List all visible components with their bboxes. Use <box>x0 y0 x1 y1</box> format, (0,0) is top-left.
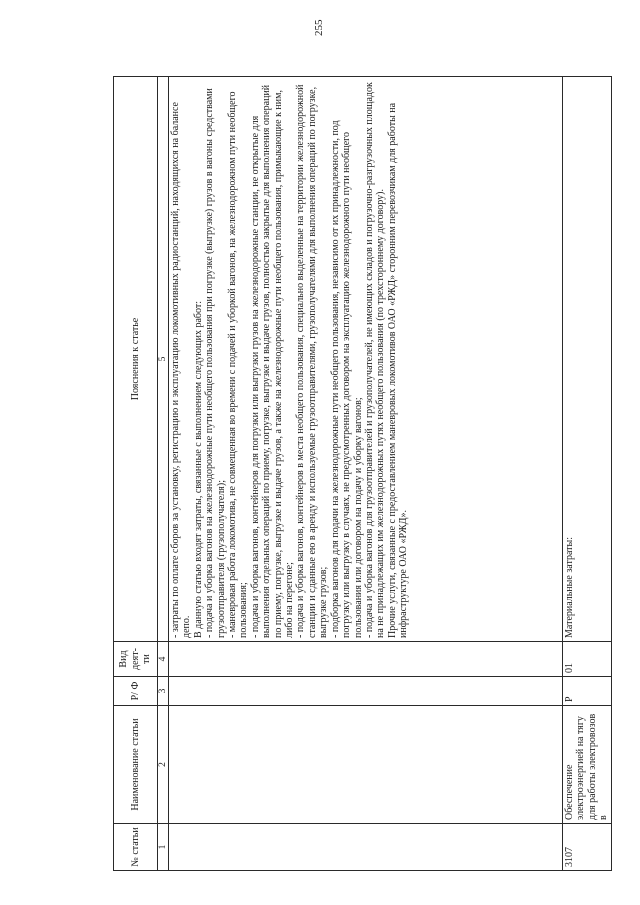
header-item-number: № статьи <box>114 824 158 871</box>
header-activity: Вид деят-ти <box>114 642 158 677</box>
column-number: 2 <box>158 706 169 824</box>
item-rf: Р <box>563 677 612 706</box>
explanation-line: - маневровая работа локомотива, не совмещенная во времени с подачей и уборкой вагонов, на железнодорожном пути необщего пользования; <box>227 91 250 638</box>
cost-items-table <box>113 76 612 871</box>
explanation-line: - подборка вагонов для подачи на железнодорожные пути необщего пользования, независимо от их принадлежности, под погрузку или выгрузку в случаях, не предусмотренных договором на эксплуатацию железнодорожного пути необщего пользования или договором на подачу и уборку вагонов; <box>329 120 364 638</box>
explanation-line: - подача и уборка вагонов, контейнеров для погрузки или выгрузки грузов на железнодорожные станции, не открытые для выполнения отдельных операций по приему, погрузке, выгрузке и выдаче грузов, полностью закрытые для выполнения операций по приему, погрузке, выгрузке и выдаче грузов, а также на железнодорожные пути необщего пользования, примыкающие к ним, либо на перегоне; <box>249 84 296 638</box>
explanation-line: Прочие услуги, связанные с предоставлением маневровых локомотивов ОАО «РЖД» сторонним перевозчикам для работы на инфраструктуре ОАО «РЖД». <box>386 102 410 638</box>
header-explanation: Пояснения к статье <box>114 77 158 642</box>
cell-empty <box>169 677 563 706</box>
explanation-line: - подача и уборка вагонов на железнодорожные пути необщего пользования при погрузке (выгрузке) грузов в вагоны средствами грузоотправителя (грузополучателя); <box>204 88 227 638</box>
explanation-line: - подача и уборка вагонов для грузоотправителей и грузополучателей, не имеющих складов и погрузочно-разгрузочных площадок на не принадлежащих им железнодорожных путях необщего пользования (по трехстороннему договору). <box>363 82 387 638</box>
explanation-line: - затраты по оплате сборов за установку, регистрацию и эксплуатацию локомотивных радиостанций, находящихся на балансе депо. <box>170 102 193 638</box>
explanation-cell <box>169 77 563 642</box>
explanation-line: В данную статью входят затраты, связанные с выполнением следующих работ: <box>192 301 204 638</box>
header-row <box>114 77 158 871</box>
column-number: 3 <box>158 677 169 706</box>
column-number: 1 <box>158 824 169 871</box>
item-number: 3107 <box>563 824 612 871</box>
item-activity: 01 <box>563 642 612 677</box>
table-row-3107 <box>563 77 612 871</box>
header-rf: Р/ Ф <box>114 677 158 706</box>
column-number-row <box>158 77 169 871</box>
cell-empty <box>169 824 563 871</box>
explanation-line: - подача и уборка вагонов, контейнеров в места необщего пользования, специально выделенные на территории железнодорожной станции и сданные ею в аренду и используемые грузоотправителями, грузополучателями для выполнения операций по погрузке, выгрузке грузов; <box>295 84 330 638</box>
item-explanation: Материальные затраты: <box>563 77 612 642</box>
cell-empty <box>169 706 563 824</box>
page-number: 255 <box>313 19 325 37</box>
rotated-table-sheet <box>113 77 610 871</box>
column-number: 4 <box>158 642 169 677</box>
column-number: 5 <box>158 77 169 642</box>
table-row-continuation <box>169 77 563 871</box>
cell-empty <box>169 642 563 677</box>
item-name: Обеспечение электроэнергией на тягу для работы электровозов в <box>563 706 612 824</box>
header-item-name: Наименование статьи <box>114 706 158 824</box>
